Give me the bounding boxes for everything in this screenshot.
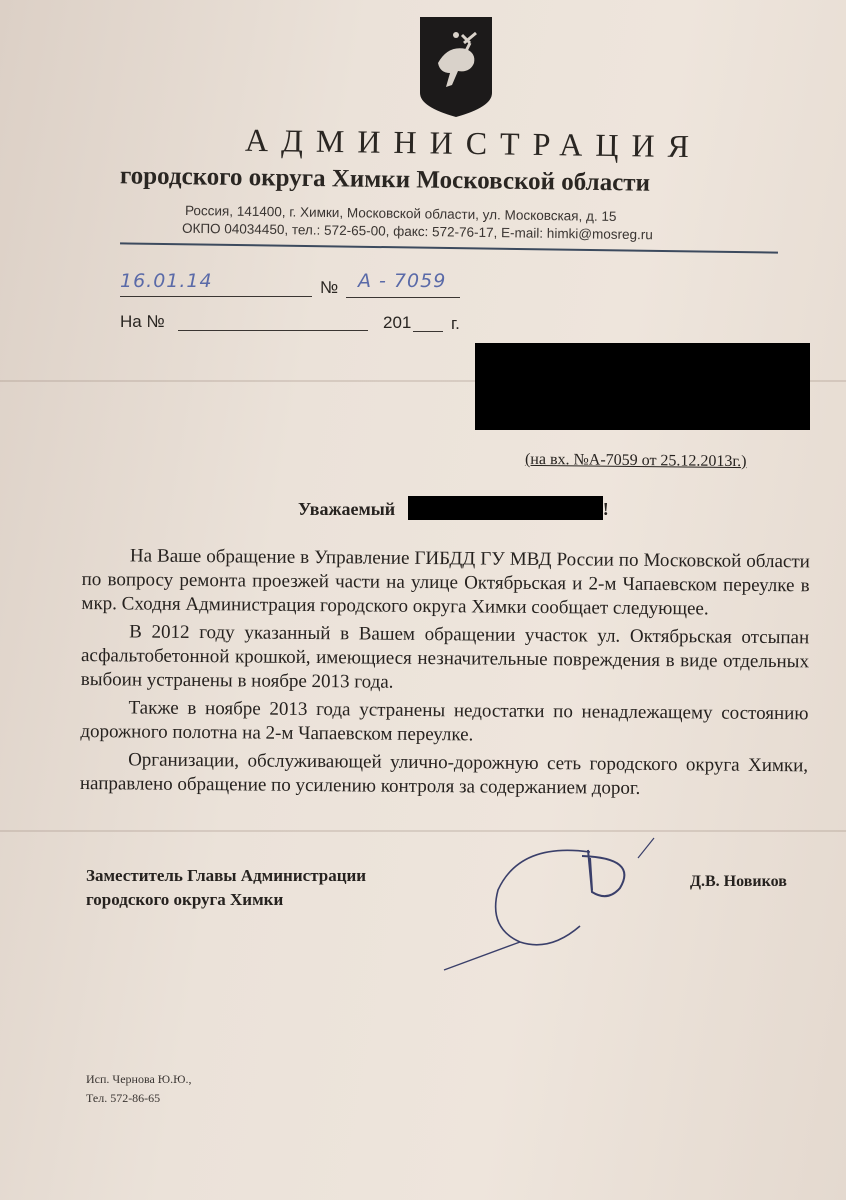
- letter-body: [80, 544, 810, 802]
- position-line: городского округа Химки: [86, 890, 284, 909]
- number-underline: [346, 297, 460, 298]
- body-paragraph: В 2012 году указанный в Вашем обращении участок ул. Октябрьская отсыпан асфальтобетонной крошкой, имеющиеся незначительные повреждения в виде отдельных выбоин устранены в ноябре 2013 года.: [80, 621, 810, 693]
- reply-underline: [178, 330, 368, 331]
- address-line: Россия, 141400, г. Химки, Московской области, ул. Московская, д. 15: [184, 202, 617, 225]
- reply-label: На №: [120, 312, 165, 331]
- header-divider: [120, 242, 778, 253]
- year-underline: [413, 331, 443, 332]
- contacts-line: ОКПО 04034450, тел.: 572-65-00, факс: 572-76-17, E-mail: himki@mosreg.ru: [181, 220, 653, 243]
- position-line: Заместитель Главы Администрации: [86, 866, 367, 885]
- signatory-name: Д.В. Новиков: [690, 873, 787, 890]
- organization-subtitle: городского округа Химки Московской области: [119, 162, 651, 197]
- fold-line: [0, 830, 846, 832]
- signatory-position: [86, 864, 366, 912]
- organization-title: АДМИНИСТРАЦИЯ: [244, 121, 703, 165]
- greeting-suffix: !: [602, 499, 609, 519]
- coat-of-arms-icon: [418, 15, 494, 119]
- executor-info: [86, 1070, 191, 1108]
- redacted-name: [408, 496, 603, 520]
- number-label: №: [320, 278, 339, 297]
- handwritten-signature: [440, 830, 700, 980]
- registration-date: 16.01.14: [120, 270, 213, 292]
- registration-number: А - 7059: [358, 270, 447, 292]
- date-underline: [120, 296, 312, 297]
- redacted-addressee: [475, 343, 810, 430]
- year-suffix: г.: [451, 314, 460, 333]
- greeting-prefix: Уважаемый: [298, 499, 396, 519]
- body-paragraph: Организации, обслуживающей улично-дорожную сеть городского округа Химки, направлено обращение по усилению контроля за содержанием дорог.: [79, 749, 809, 799]
- body-paragraph: Также в ноябре 2013 года устранены недостатки по ненадлежащему состоянию дорожного полотна на 2-м Чапаевском переулке.: [80, 697, 809, 746]
- body-paragraph: На Ваше обращение в Управление ГИБДД ГУ МВД России по Московской области по вопросу ремонта проезжей части на улице Октябрьская и 2-м Чапаевском переулке в мкр. Сходня Администрация городского округа Химки сообщает следующее.: [81, 545, 810, 620]
- year-label: 201: [383, 313, 412, 332]
- greeting: [298, 496, 609, 520]
- incoming-reference: (на вх. №А-7059 от 25.12.2013г.): [524, 450, 747, 471]
- executor-name: Исп. Чернова Ю.Ю.,: [86, 1072, 192, 1086]
- executor-phone: Тел. 572-86-65: [86, 1091, 161, 1105]
